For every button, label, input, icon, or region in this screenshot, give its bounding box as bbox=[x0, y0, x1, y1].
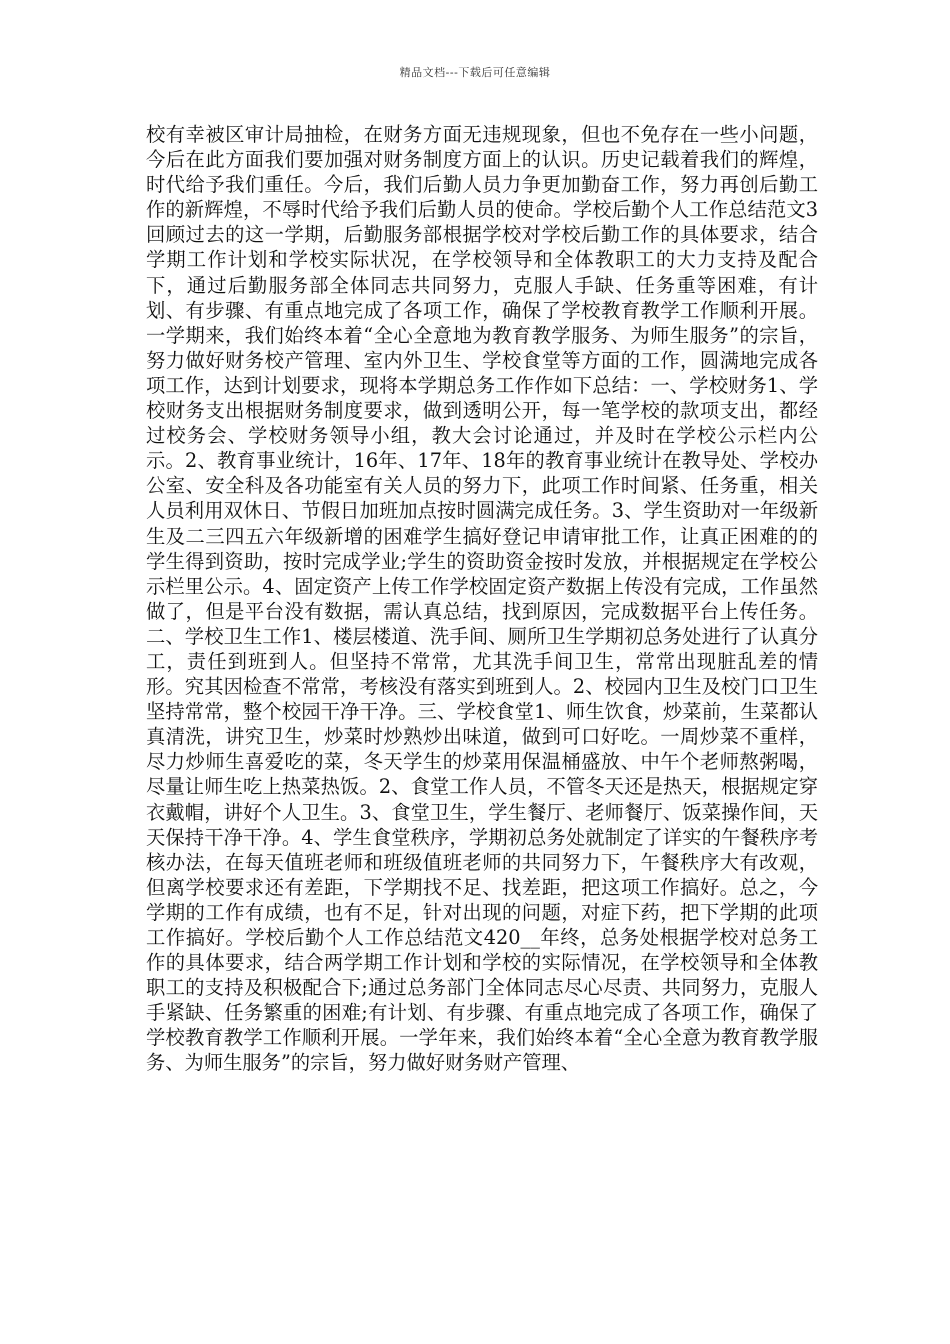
page-header: 精品文档---下载后可任意编辑 bbox=[399, 66, 551, 79]
document-body-text: 校有幸被区审计局抽检，在财务方面无违规现象，但也不免存在一些小问题，今后在此方面我们要加强对财务制度方面上的认识。历史记载着我们的辉煌，时代给予我们重任。今后，我们后勤人员力争更加勤奋工作，努力再创后勤工作的新辉煌，不辱时代给予我们后勤人员的使命。学校后勤个人工作总结范文3回顾过去的这一学期，后勤服务部根据学校对学校后勤工作的具体要求，结合学期工作计划和学校实际状况，在学校领导和全体教职工的大力支持及配合下，通过后勤服务部全体同志共同努力，克服人手缺、任务重等困难，有计划、有步骤、有重点地完成了各项工作，确保了学校教育教学工作顺利开展。一学期来，我们始终本着“全心全意地为教育教学服务、为师生服务”的宗旨，努力做好财务校产管理、室内外卫生、学校食堂等方面的工作，圆满地完成各项工作，达到计划要求，现将本学期总务工作作如下总结：一、学校财务1、学校财务支出根据财务制度要求，做到透明公开，每一笔学校的款项支出，都经过校务会、学校财务领导小组，教大会讨论通过，并及时在学校公示栏内公示。2、教育事业统计，16年、17年、18年的教育事业统计在教导处、学校办公室、安全科及各功能室有关人员的努力下，此项工作时间紧、任务重，相关人员利用双休日、节假日加班加点按时圆满完成任务。3、学生资助对一年级新生及二三四五六年级新增的困难学生搞好登记申请审批工作，让真正困难的的学生得到资助，按时完成学业;学生的资助资金按时发放，并根据规定在学校公示栏里公示。4、固定资产上传工作学校固定资产数据上传没有完成，工作虽然做了，但是平台没有数据，需认真总结，找到原因，完成数据平台上传任务。二、学校卫生工作1、楼层楼道、洗手间、厕所卫生学期初总务处进行了认真分工，责任到班到人。但坚持不常常，尤其洗手间卫生，常常出现脏乱差的情形。究其因检查不常常，考核没有落实到班到人。2、校园内卫生及校门口卫生坚持常常，整个校园干净干净。三、学校食堂1、师生饮食，炒菜前，生菜都认真清洗，讲究卫生，炒菜时炒熟炒出味道，做到可口好吃。一周炒菜不重样，尽力炒师生喜爱吃的菜，冬天学生的炒菜用保温桶盛放、中午个老师熬粥喝，尽量让师生吃上热菜热饭。2、食堂工作人员，不管冬天还是热天，根据规定穿衣戴帽，讲好个人卫生。3、食堂卫生，学生餐厅、老师餐厅、饭菜操作间，天天保持干净干净。4、学生食堂秩序，学期初总务处就制定了详实的午餐秩序考核办法，在每天值班老师和班级值班老师的共同努力下，午餐秩序大有改观，但离学校要求还有差距，下学期找不足、找差距，把这项工作搞好。总之，今学期的工作有成绩，也有不足，针对出现的问题，对症下药，把下学期的此项工作搞好。学校后勤个人工作总结范文420__年终，总务处根据学校对总务工作的具体要求，结合两学期工作计划和学校的实际情况，在学校领导和全体教职工的支持及积极配合下;通过总务部门全体同志尽心尽责、共同努力，克服人手紧缺、任务繁重的困难;有计划、有步骤、有重点地完成了各项工作，确保了学校教育教学工作顺利开展。一学年来，我们始终本着“全心全意为教育教学服务、为师生服务”的宗旨，努力做好财务财产管理、 bbox=[146, 123, 818, 1075]
